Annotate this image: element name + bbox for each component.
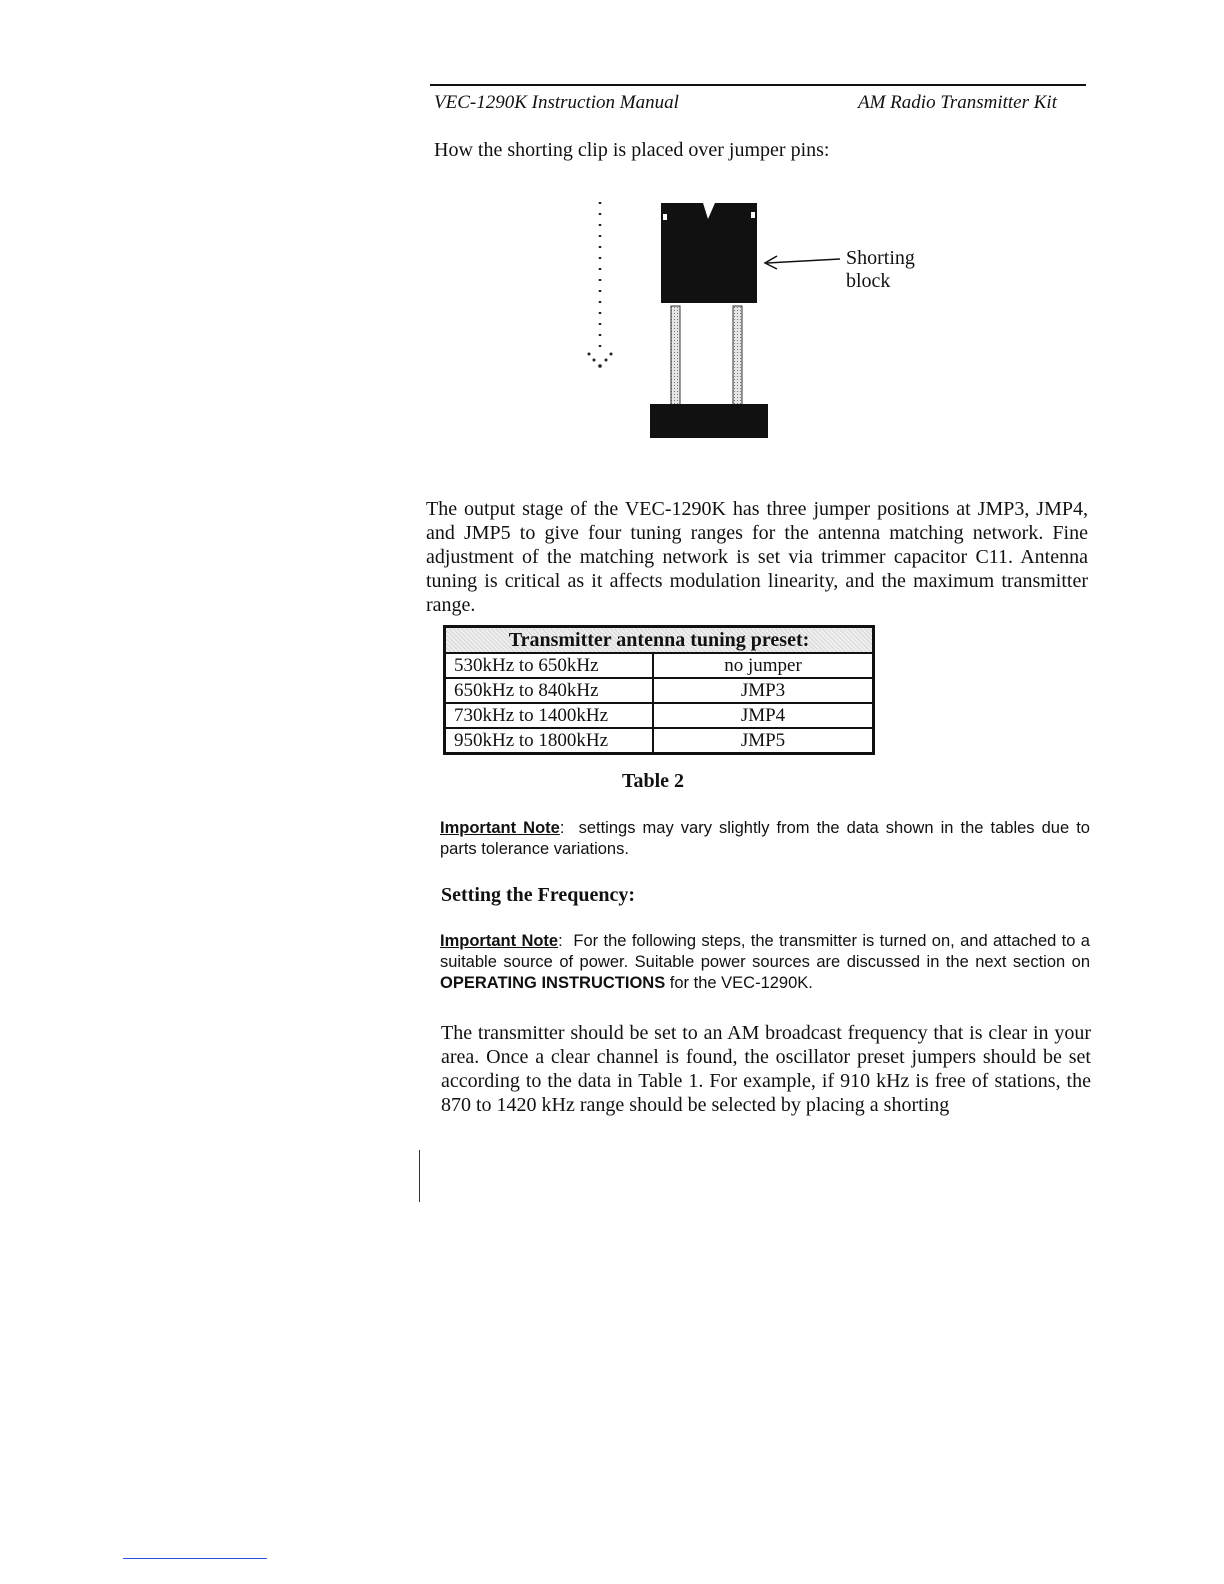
note-text-end: for the VEC-1290K.	[665, 974, 813, 992]
note-label: Important Note	[440, 932, 559, 950]
jumper-setting-cell: JMP5	[653, 728, 874, 754]
margin-mark	[419, 1150, 420, 1202]
shorting-block-diagram	[560, 190, 960, 450]
pointer-arrow	[765, 256, 840, 269]
note-label: Important Note	[440, 819, 560, 837]
frequency-setting-paragraph: The transmitter should be set to an AM broadcast frequency that is clear in your area. Once a clear channel is found, the oscillator preset jumpers should be set according to the data in Table 1. For example, if 910 kHz is free of stations, the 870 to 1420 kHz range should be selected by placing a shorting	[441, 1022, 1091, 1116]
footnote-rule	[123, 1558, 267, 1559]
section-heading: Setting the Frequency:	[441, 884, 636, 906]
jumper-pin-left	[671, 306, 680, 406]
header-kit-title: AM Radio Transmitter Kit	[858, 92, 1057, 113]
intro-text: How the shorting clip is placed over jumper pins:	[434, 139, 830, 161]
table-row	[445, 728, 874, 754]
frequency-range-cell: 530kHz to 650kHz	[445, 653, 654, 678]
shorting-label-line1: Shorting	[846, 247, 915, 269]
jumper-setting-cell: no jumper	[653, 653, 874, 678]
frequency-range-cell: 730kHz to 1400kHz	[445, 703, 654, 728]
pcb-base	[650, 404, 768, 438]
table-caption: Table 2	[622, 770, 685, 792]
frequency-range-cell: 950kHz to 1800kHz	[445, 728, 654, 754]
note-text: For the following steps, the transmitter is turned on, and attached to a suitable source of power. Suitable power sources are discussed in the next section on	[440, 932, 1090, 971]
shorting-block-shape	[661, 203, 757, 303]
table-header-row	[445, 627, 874, 654]
jumper-setting-cell: JMP4	[653, 703, 874, 728]
output-stage-paragraph: The output stage of the VEC-1290K has three jumper positions at JMP3, JMP4, and JMP5 to give four tuning ranges for the antenna matching network. Fine adjustment of the matching network is set via trimmer capacitor C11. Antenna tuning is critical as it affects modulation linearity, and the maximum transmitter range.	[426, 498, 1088, 616]
table-row	[445, 703, 874, 728]
jumper-pin-right	[733, 306, 742, 406]
placement-dotted-arrow	[588, 202, 613, 368]
frequency-range-cell: 650kHz to 840kHz	[445, 678, 654, 703]
shorting-label-line2: block	[846, 270, 891, 292]
table-header: Transmitter antenna tuning preset:	[445, 627, 874, 654]
operating-instructions-ref: OPERATING INSTRUCTIONS	[440, 974, 666, 992]
header-rule	[430, 84, 1086, 86]
header-manual-title: VEC-1290K Instruction Manual	[434, 92, 679, 113]
antenna-tuning-table	[443, 625, 875, 755]
important-note-power: Important Note: For the following steps, the transmitter is turned on, and attached to a suitable source of power. Suitable power sources are discussed in the next section on OPERATING INSTRUCTIONS for the VEC-1290K.	[440, 932, 1090, 992]
jumper-setting-cell: JMP3	[653, 678, 874, 703]
note-text: settings may vary slightly from the data shown in the tables due to parts tolerance variations.	[440, 819, 1090, 858]
table-row	[445, 653, 874, 678]
table-row	[445, 678, 874, 703]
important-note-tolerance: Important Note: settings may vary slightly from the data shown in the tables due to parts tolerance variations.	[440, 819, 1090, 858]
